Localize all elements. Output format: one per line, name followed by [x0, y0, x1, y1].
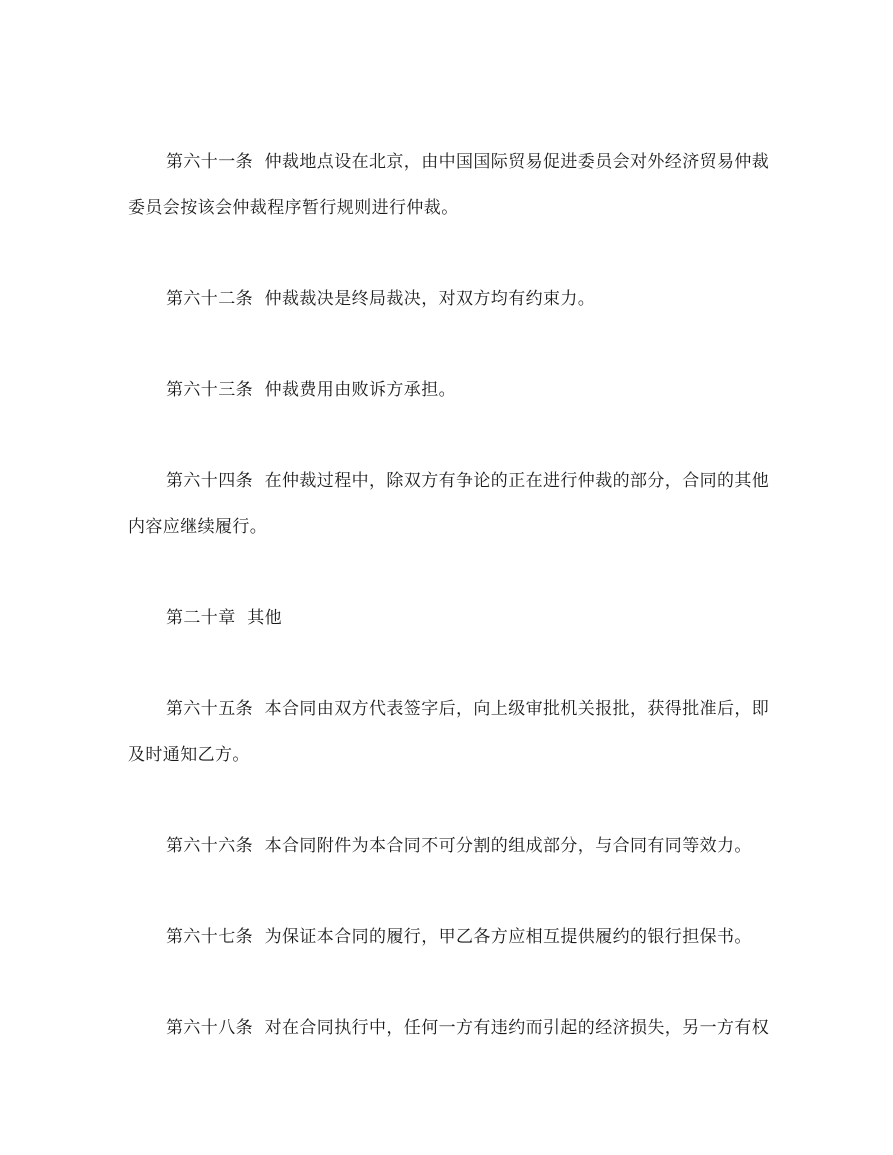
article-62 [128, 276, 773, 322]
article-number: 第六十三条 [166, 380, 253, 400]
article-text: 仲裁费用由败诉方承担。 [264, 380, 457, 400]
article-64 [128, 458, 773, 550]
article-number: 第六十六条 [166, 836, 253, 856]
chapter-number: 第二十章 [166, 608, 236, 628]
article-number: 第六十七条 [166, 927, 253, 947]
article-text: 在仲裁过程中，除双方有争论的正在进行仲裁的部分，合同的其他内容应继续履行。 [128, 471, 770, 537]
article-text: 为保证本合同的履行，甲乙各方应相互提供履约的银行担保书。 [264, 927, 752, 947]
article-66 [128, 823, 773, 869]
article-63 [128, 367, 773, 413]
article-68 [128, 1005, 773, 1051]
article-text: 仲裁裁决是终局裁决，对双方均有约束力。 [264, 289, 596, 309]
article-number: 第六十八条 [166, 1018, 253, 1038]
chapter-title: 其他 [247, 608, 283, 628]
chapter-20-heading [128, 595, 773, 641]
article-number: 第六十四条 [166, 471, 253, 491]
article-text: 本合同由双方代表签字后，向上级审批机关报批，获得批准后，即及时通知乙方。 [128, 699, 770, 765]
article-number: 第六十五条 [166, 699, 253, 719]
article-text: 本合同附件为本合同不可分割的组成部分，与合同有同等效力。 [264, 836, 752, 856]
article-number: 第六十二条 [166, 289, 253, 309]
article-number: 第六十一条 [166, 152, 253, 172]
article-text: 仲裁地点设在北京，由中国国际贸易促进委员会对外经济贸易仲裁委员会按该会仲裁程序暂行规则进行仲裁。 [128, 152, 770, 218]
article-65 [128, 686, 773, 778]
article-text: 对在合同执行中，任何一方有违约而引起的经济损失，另一方有权 [264, 1018, 770, 1038]
article-61 [128, 139, 773, 231]
article-67 [128, 914, 773, 960]
